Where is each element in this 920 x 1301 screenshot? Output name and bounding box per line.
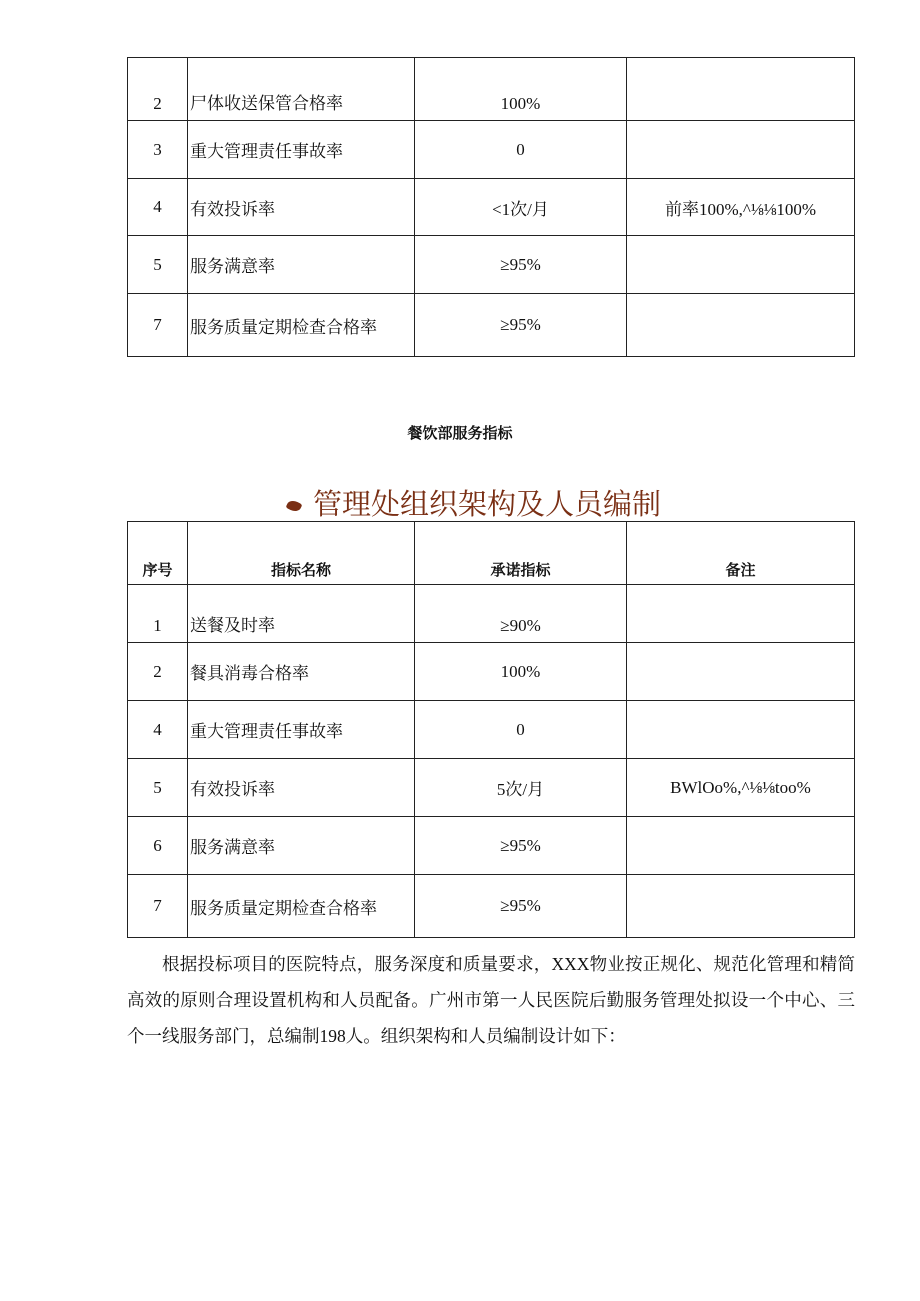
indicator-name: 尸体收送保管合格率 [188, 58, 415, 121]
table-row [128, 179, 855, 236]
table-row [128, 58, 855, 121]
indicator-target: 0 [415, 121, 627, 179]
table-caption: 餐饮部服务指标 [407, 425, 513, 442]
table-hospital-transport-indicators [127, 57, 855, 357]
row-number: 1 [128, 585, 188, 643]
body-paragraph: 根据投标项目的医院特点，服务深度和质量要求，XXX物业按正规化、规范化管理和精简高效的原则合理设置机构和人员配备。广州市第一人民医院后勤服务管理处拟设一个中心、三个一线服务部门，总编制198人。组织架构和人员编制设计如下： [127, 954, 855, 1046]
row-number: 5 [128, 759, 188, 817]
table-row [128, 643, 855, 701]
header-target: 承诺指标 [415, 522, 627, 585]
indicator-name: 送餐及时率 [188, 585, 415, 643]
indicator-note [627, 585, 855, 643]
indicator-name: 重大管理责任事故率 [188, 701, 415, 759]
row-number: 7 [128, 294, 188, 357]
table-row [128, 236, 855, 294]
indicator-target: ≥95% [415, 817, 627, 875]
row-number: 3 [128, 121, 188, 179]
row-number: 5 [128, 236, 188, 294]
header-number: 序号 [128, 522, 188, 585]
table-row [128, 585, 855, 643]
indicator-target: ≥95% [415, 294, 627, 357]
row-number: 4 [128, 179, 188, 236]
header-note: 备注 [627, 522, 855, 585]
indicator-name: 服务满意率 [188, 817, 415, 875]
indicator-note: BWlOo%,^⅛⅛too% [627, 759, 855, 817]
table-row [128, 121, 855, 179]
indicator-name: 服务满意率 [188, 236, 415, 294]
indicator-target: 100% [415, 58, 627, 121]
indicator-name: 有效投诉率 [188, 179, 415, 236]
section-heading [287, 482, 661, 523]
indicator-note [627, 817, 855, 875]
indicator-target: ≥90% [415, 585, 627, 643]
indicator-note [627, 643, 855, 701]
indicator-note [627, 701, 855, 759]
indicator-note [627, 875, 855, 938]
header-name: 指标名称 [188, 522, 415, 585]
indicator-name: 服务质量定期检查合格率 [188, 875, 415, 938]
indicator-note [627, 121, 855, 179]
indicator-note [627, 236, 855, 294]
bullet-mark-icon [286, 499, 303, 514]
row-number: 2 [128, 58, 188, 121]
table-row [128, 701, 855, 759]
table-row [128, 817, 855, 875]
table-row [128, 294, 855, 357]
indicator-target: 5次/月 [415, 759, 627, 817]
row-number: 7 [128, 875, 188, 938]
indicator-note: 前率100%,^⅛⅛100% [627, 179, 855, 236]
indicator-note [627, 58, 855, 121]
indicator-target: <1次/月 [415, 179, 627, 236]
row-number: 6 [128, 817, 188, 875]
indicator-target: ≥95% [415, 236, 627, 294]
indicator-target: ≥95% [415, 875, 627, 938]
indicator-name: 重大管理责任事故率 [188, 121, 415, 179]
indicator-name: 有效投诉率 [188, 759, 415, 817]
table-row [128, 875, 855, 938]
section-heading-text: 管理处组织架构及人员编制 [313, 487, 662, 521]
indicator-target: 100% [415, 643, 627, 701]
indicator-note [627, 294, 855, 357]
row-number: 2 [128, 643, 188, 701]
indicator-name: 餐具消毒合格率 [188, 643, 415, 701]
indicator-name: 服务质量定期检查合格率 [188, 294, 415, 357]
table-row [128, 759, 855, 817]
row-number: 4 [128, 701, 188, 759]
table-catering-indicators [127, 521, 855, 938]
table-header-row [128, 522, 855, 585]
indicator-target: 0 [415, 701, 627, 759]
